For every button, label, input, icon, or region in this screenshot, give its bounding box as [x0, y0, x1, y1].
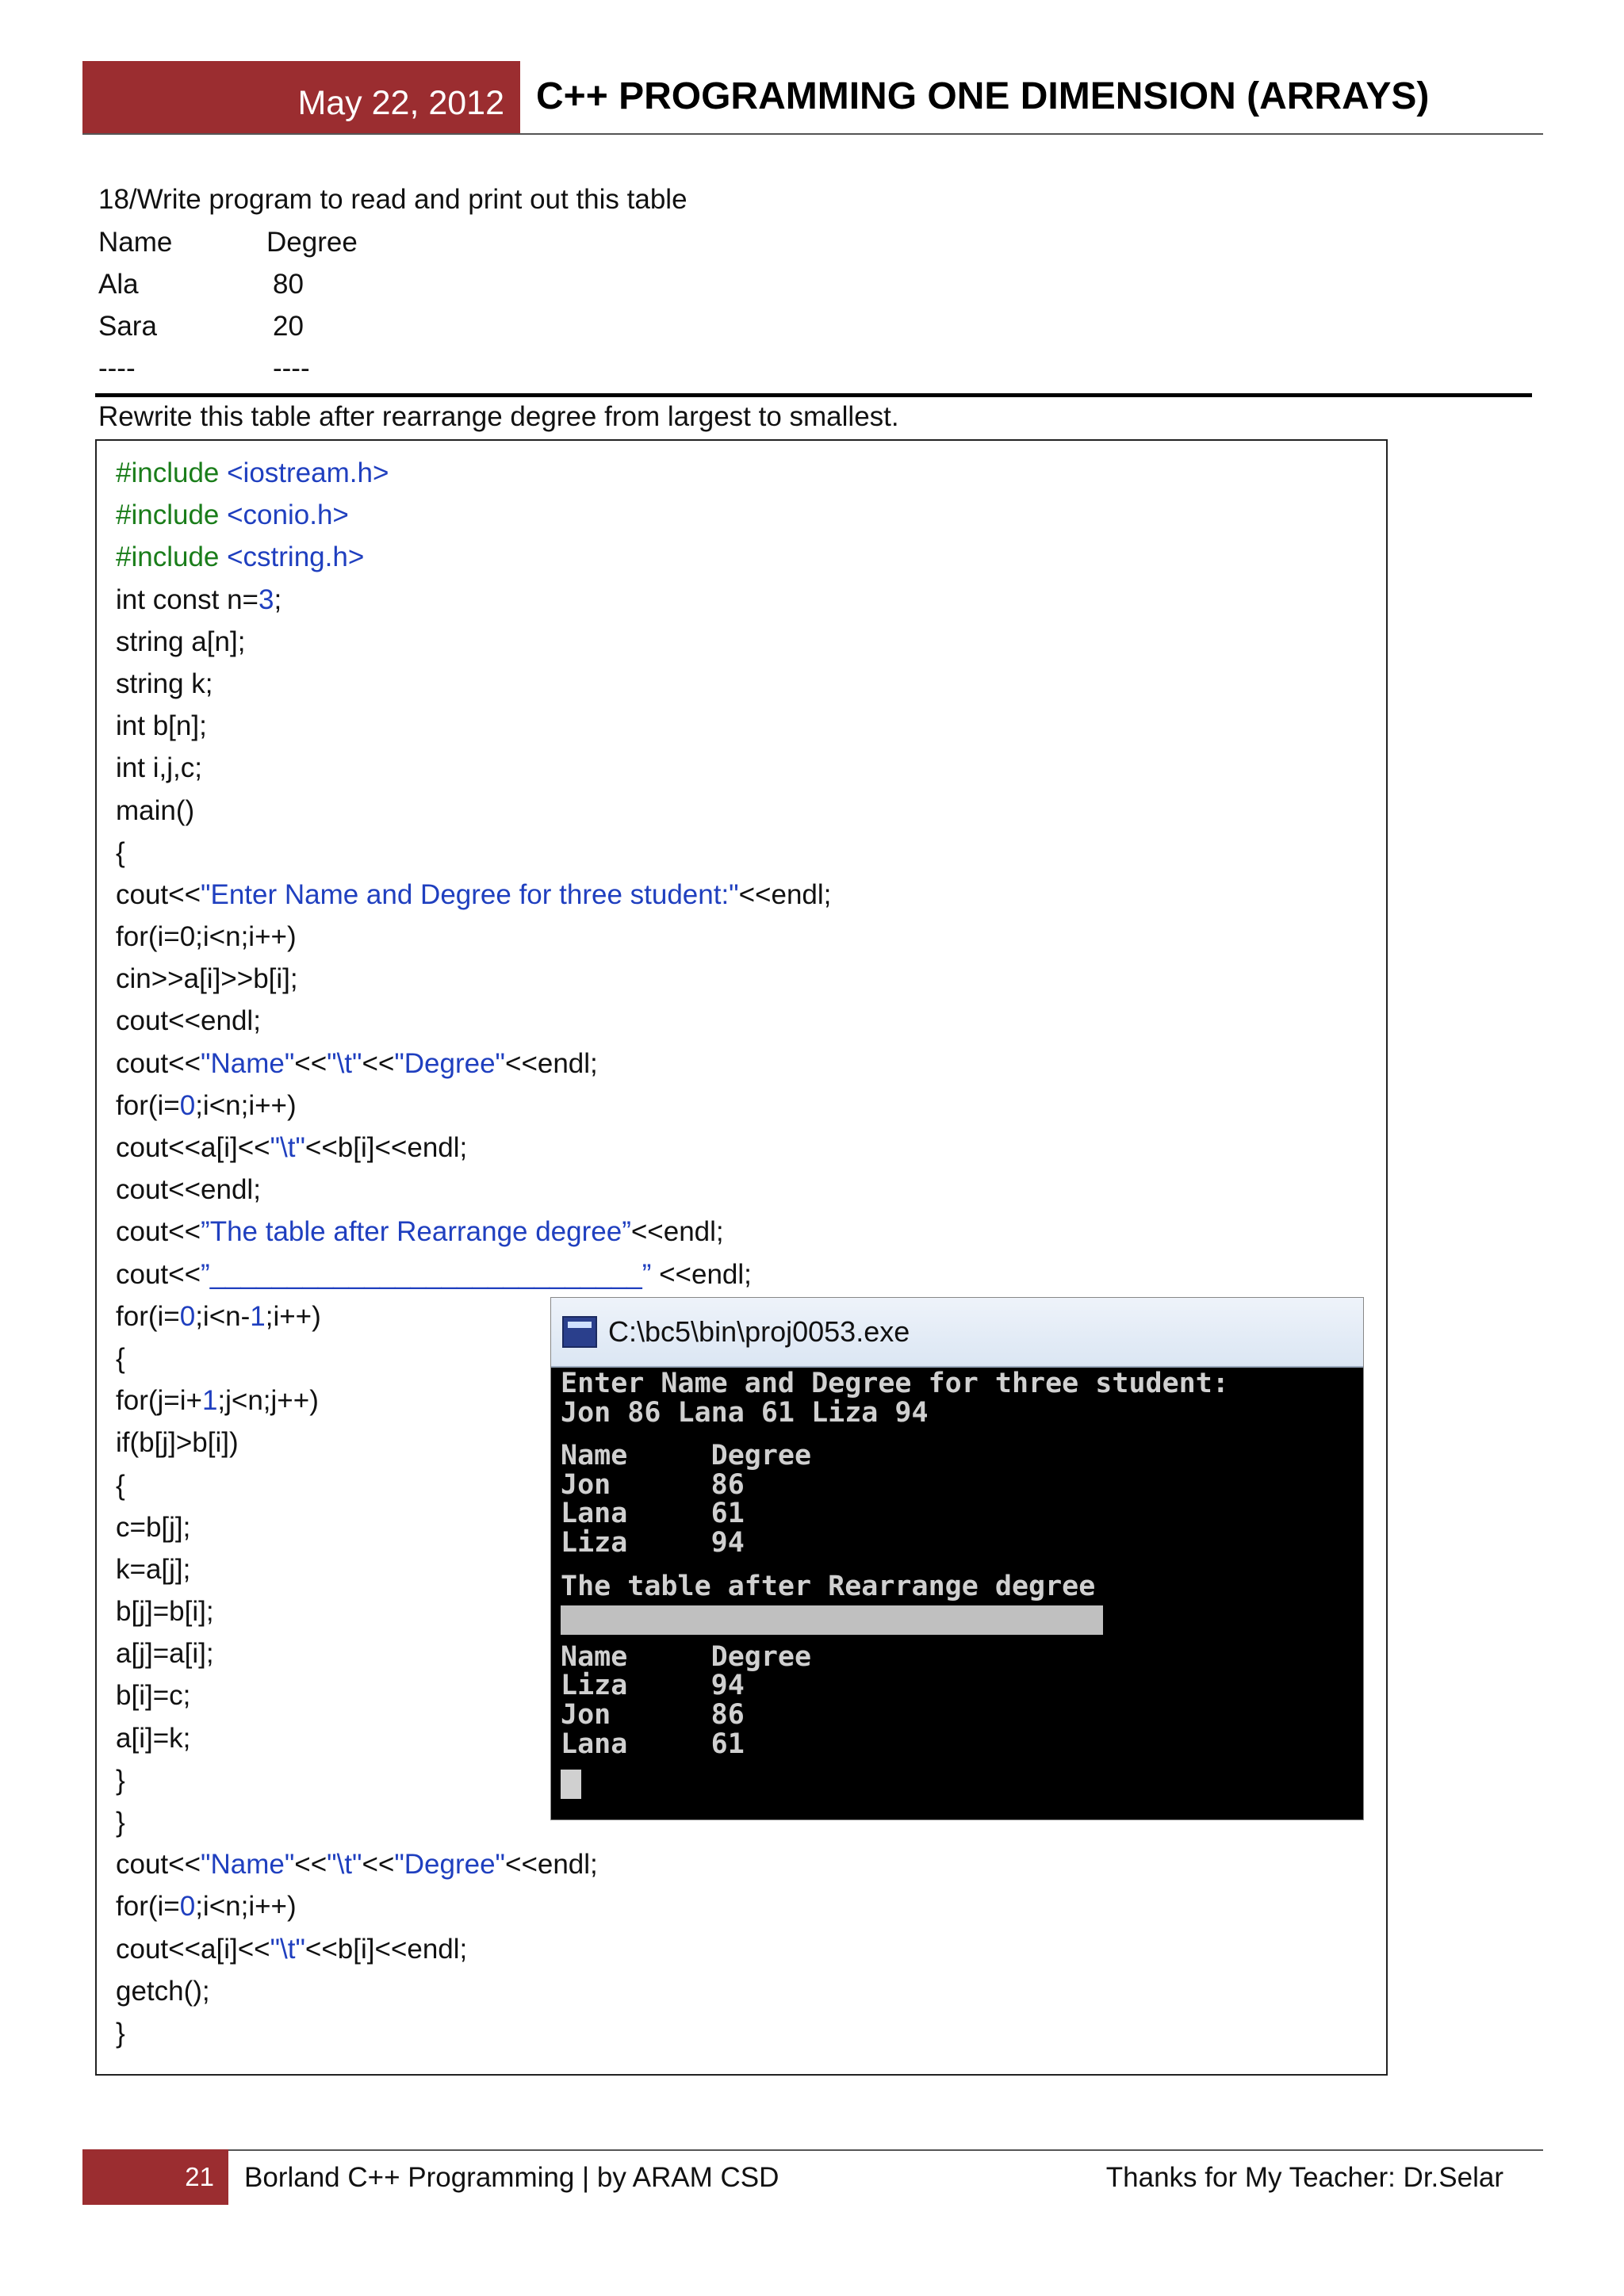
header-date: May 22, 2012 [82, 61, 520, 134]
code-token: << [294, 1849, 327, 1881]
page-title: C++ PROGRAMMING ONE DIMENSION (ARRAYS) [536, 75, 1430, 117]
code-token: cin>>a[i]>>b[i]; [116, 963, 298, 995]
code-line [116, 1000, 831, 1042]
code-token: ;j<n;j++) [217, 1385, 319, 1417]
code-token: c=b[j]; [116, 1511, 191, 1543]
table-header-degree: Degree [266, 227, 358, 258]
code-token: 3 [258, 584, 274, 615]
code-line [116, 1253, 831, 1295]
console-titlebar [551, 1298, 1363, 1368]
table-row-degree: 20 [273, 311, 304, 342]
code-token: for(i= [116, 1089, 180, 1121]
code-token: b[j]=b[i]; [116, 1596, 214, 1628]
code-line [116, 790, 831, 832]
console-line: The table after Rearrange degree [561, 1570, 1096, 1602]
code-token: a[i]=k; [116, 1722, 191, 1754]
code-token: int b[n]; [116, 710, 207, 742]
code-line [116, 579, 831, 621]
code-token: cout<< [116, 1258, 201, 1290]
code-token: cout<<a[i]<< [116, 1933, 270, 1965]
code-token: cout<<endl; [116, 1174, 261, 1206]
footer-right-text: Thanks for My Teacher: Dr.Selar [1105, 2162, 1503, 2193]
code-token: int const n= [116, 584, 259, 615]
code-token: } [116, 1764, 125, 1796]
footer-left-text: Borland C++ Programming | by ARAM CSD [244, 2162, 779, 2193]
code-line [116, 621, 831, 663]
table-row-name: Ala [98, 269, 139, 300]
code-token: cout<< [116, 1216, 201, 1248]
code-token: for(j=i+ [116, 1385, 202, 1417]
console-line: Lana 61 [561, 1728, 745, 1760]
code-token: << [362, 1047, 395, 1079]
code-line [116, 1928, 831, 1970]
code-token: getch(); [116, 1975, 210, 2007]
code-token: 1 [250, 1300, 266, 1332]
code-line [116, 874, 831, 916]
console-line: Liza 94 [561, 1670, 745, 1702]
code-token: 0 [179, 1089, 196, 1121]
code-token: "Enter Name and Degree for three student:" [201, 878, 739, 910]
console-title: C:\bc5\bin\proj0053.exe [608, 1315, 910, 1348]
section-divider [95, 393, 1532, 397]
code-line [116, 1085, 831, 1127]
console-line: Jon 86 [561, 1698, 745, 1731]
code-token: cout<< [116, 878, 201, 910]
table-row-name: Sara [98, 311, 157, 342]
table-header-name: Name [98, 227, 173, 258]
code-line [116, 1169, 831, 1211]
console-separator [561, 1605, 1103, 1635]
code-token: for(i=0;i<n;i++) [116, 921, 297, 953]
code-token: <conio.h> [227, 499, 349, 531]
code-token: #include [116, 541, 228, 573]
code-token: << [294, 1047, 327, 1079]
code-line [116, 536, 831, 578]
console-window [550, 1297, 1364, 1820]
console-line: Enter Name and Degree for three student: [561, 1368, 1229, 1399]
code-token: <<endl; [505, 1047, 598, 1079]
footer-divider [82, 2149, 1543, 2151]
code-token: "Degree" [394, 1849, 505, 1881]
code-token: ”____________________________” [201, 1258, 652, 1290]
code-token: "Name" [201, 1849, 295, 1881]
code-line [116, 832, 831, 874]
code-token: #include [116, 457, 228, 488]
code-token: <iostream.h> [227, 457, 389, 488]
code-token: ;i<n;i++) [195, 1891, 297, 1923]
code-token: main() [116, 794, 195, 826]
code-token: 0 [179, 1891, 196, 1923]
table-row-degree: ---- [273, 353, 310, 384]
code-line [116, 663, 831, 705]
code-line [116, 1211, 831, 1253]
code-token: ;i<n- [195, 1300, 251, 1332]
code-token: "Degree" [394, 1047, 505, 1079]
question-text: 18/Write program to read and print out this table [98, 184, 688, 215]
code-line [116, 2012, 831, 2054]
code-token: for(i= [116, 1300, 180, 1332]
code-token: 0 [179, 1300, 196, 1332]
code-token: { [116, 1469, 125, 1501]
code-token: <<endl; [505, 1849, 598, 1881]
code-line [116, 452, 831, 494]
instruction-text: Rewrite this table after rearrange degree from largest to smallest. [98, 401, 899, 432]
code-token: #include [116, 499, 228, 531]
code-token: if(b[j]>b[i]) [116, 1427, 239, 1459]
console-app-icon [562, 1316, 597, 1348]
code-token: "\t" [270, 1132, 305, 1163]
code-token: b[i]=c; [116, 1680, 191, 1712]
code-token: k=a[j]; [116, 1553, 191, 1585]
code-token: ”The table after Rearrange degree” [201, 1216, 631, 1248]
code-token: <cstring.h> [227, 541, 365, 573]
code-token: } [116, 1807, 125, 1838]
console-line: Name Degree [561, 1640, 812, 1673]
code-line [116, 916, 831, 958]
code-token: ; [274, 584, 282, 615]
code-line [116, 494, 831, 536]
code-token: string k; [116, 668, 213, 699]
code-line [116, 1885, 831, 1927]
code-line [116, 1843, 831, 1885]
code-token: ;i++) [265, 1300, 321, 1332]
console-cursor [561, 1770, 581, 1799]
code-token: ;i<n;i++) [195, 1089, 297, 1121]
table-row-name: ---- [98, 353, 136, 384]
code-token: <<b[i]<<endl; [304, 1933, 468, 1965]
code-token: 1 [201, 1385, 218, 1417]
code-token: for(i= [116, 1891, 180, 1923]
code-line [116, 705, 831, 747]
code-token: { [116, 836, 125, 868]
code-token: <<endl; [738, 878, 832, 910]
code-line [116, 958, 831, 1000]
code-token: { [116, 1342, 125, 1374]
code-token: "\t" [270, 1933, 305, 1965]
console-output [551, 1368, 1363, 1799]
console-line: Jon 86 [561, 1468, 745, 1501]
code-token: << [362, 1849, 395, 1881]
code-line [116, 1127, 831, 1169]
code-line [116, 1970, 831, 2012]
code-token: cout<<endl; [116, 1005, 261, 1037]
console-line: Name Degree [561, 1440, 812, 1472]
code-token: <<endl; [651, 1258, 752, 1290]
code-token: "Name" [201, 1047, 295, 1079]
code-line [116, 1043, 831, 1085]
code-token: cout<< [116, 1849, 201, 1881]
console-line: Lana 61 [561, 1498, 745, 1530]
code-token: a[j]=a[i]; [116, 1638, 214, 1670]
code-token: "\t" [327, 1849, 362, 1881]
code-token: int i,j,c; [116, 752, 202, 784]
code-token: <<endl; [630, 1216, 724, 1248]
table-row-degree: 80 [273, 269, 304, 300]
code-token: cout<< [116, 1047, 201, 1079]
code-token: cout<<a[i]<< [116, 1132, 270, 1163]
code-token: "\t" [327, 1047, 362, 1079]
code-token: string a[n]; [116, 626, 246, 657]
console-line: Liza 94 [561, 1526, 745, 1559]
header-divider [82, 133, 1543, 135]
page-number: 21 [82, 2149, 228, 2205]
code-line [116, 747, 831, 789]
code-token: } [116, 2017, 125, 2049]
console-line: Jon 86 Lana 61 Liza 94 [561, 1396, 929, 1429]
code-token: <<b[i]<<endl; [304, 1132, 468, 1163]
